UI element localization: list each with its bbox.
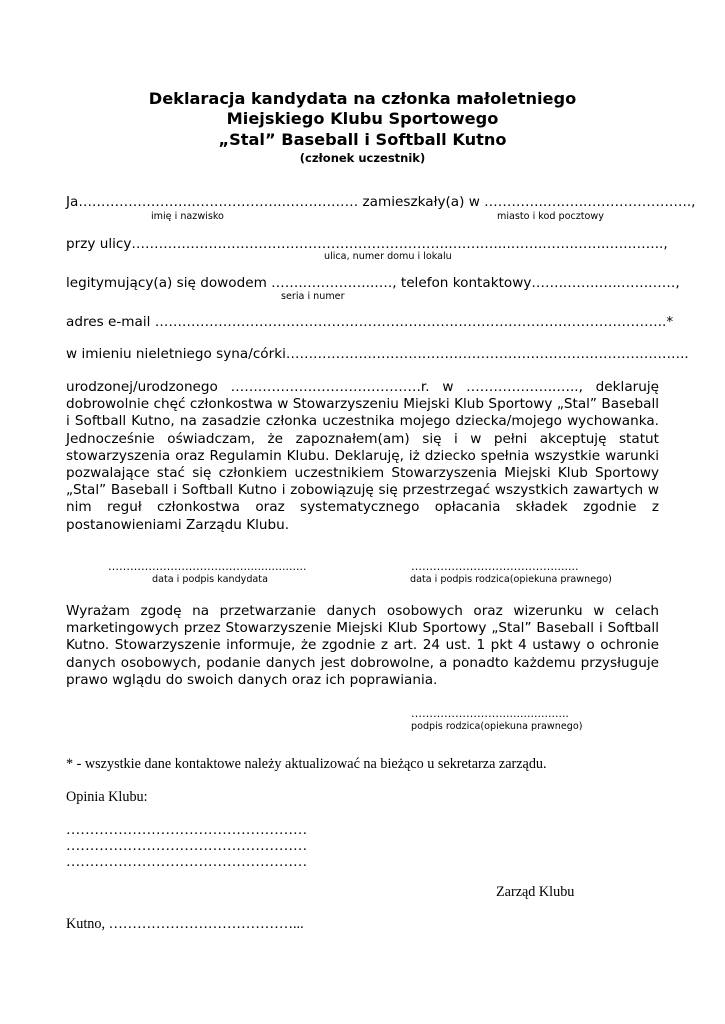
- name-address-line[interactable]: Ja……………………..………………..…….……… zamieszkały(a) w …………..….…..…………………..,: [66, 194, 696, 210]
- opinion-line-3[interactable]: ……………………………………………: [66, 854, 308, 870]
- city-date-line[interactable]: Kutno, …………………………………...: [66, 916, 304, 932]
- opinion-line-1[interactable]: ……………………………………………: [66, 822, 308, 838]
- email-line[interactable]: adres e-mail …………………………………………………………………………………………………..*: [66, 314, 674, 330]
- candidate-signature-line[interactable]: ………………………….……..................: [108, 560, 307, 573]
- document-title-line3: „Stal” Baseball i Softball Kutno: [218, 130, 507, 149]
- document-subtitle: (członek uczestnik): [299, 151, 426, 165]
- city-caption: miasto i kod pocztowy: [497, 211, 604, 222]
- opinion-line-2[interactable]: ……………………………………………: [66, 838, 308, 854]
- declaration-paragraph: urodzonej/urodzonego ……………………………………r. w ………………..….., deklaruję dobrowolnie chęć członkostwa w Stowarzyszeniu Miejski Klub Sportowy „Stal” Baseball i Softball Kutno, na zasadzie członka uczestnika mojego dziecka/mojego wychowanka. Jednocześnie oświadczam, że zapoznałem(am) się i w pełni akceptuję statut stowarzyszenia oraz Regulamin Klubu. Deklaruję, iż dziecko spełnia wszystkie warunki pozwalające stać się członkiem uczestnikiem Stowarzyszenia Miejski Klub Sportowy „Stal” Baseball i Softball Kutno i zobowiązuję się przestrzegać wszystkich zawartych w nim reguł członkostwa oraz systematycznego opłacania składek zgodnie z postanowieniami Zarządu Klubu.: [66, 379, 659, 533]
- child-name-line[interactable]: w imieniu nieletniego syna/córki……………………………………………………………………………..: [66, 346, 689, 362]
- name-caption: imię i nazwisko: [151, 211, 224, 222]
- street-caption: ulica, numer domu i lokalu: [324, 251, 452, 262]
- id-caption: seria i numer: [281, 291, 345, 302]
- street-line[interactable]: przy ulicy……………………………………………………………..…….…...…….…….……..….……..,: [66, 236, 668, 252]
- consent-signature-line[interactable]: ……………………....................: [411, 707, 569, 720]
- club-opinion-label: Opinia Klubu:: [66, 789, 148, 805]
- parent-signature-caption: data i podpis rodzica(opiekuna prawnego): [410, 574, 612, 585]
- board-signature-label: Zarząd Klubu: [496, 884, 575, 900]
- candidate-signature-caption: data i podpis kandydata: [152, 574, 268, 585]
- id-phone-line[interactable]: legitymujący(a) się dowodem …….….…….…..…., telefon kontaktowy……..…….…..…………,: [66, 275, 680, 291]
- contact-update-note: * - wszystkie dane kontaktowe należy aktualizować na bieżąco u sekretarza zarządu.: [66, 756, 547, 772]
- consent-signature-caption: podpis rodzica(opiekuna prawnego): [411, 721, 583, 732]
- document-title-line2: Miejskiego Klubu Sportowego: [226, 109, 499, 128]
- parent-signature-line[interactable]: ………………………………….......: [411, 560, 579, 573]
- consent-paragraph: Wyrażam zgodę na przetwarzanie danych osobowych oraz wizerunku w celach marketingowych przez Stowarzyszenie Miejski Klub Sportowy „Stal” Baseball i Softball Kutno. Stowarzyszenie informuje, że zgodnie z art. 24 ust. 1 pkt 4 ustawy o ochronie danych osobowych, podanie danych jest dobrowolne, a ponadto każdemu przysługuje prawo wglądu do swoich danych oraz ich poprawiania.: [66, 603, 659, 688]
- document-title-line1: Deklaracja kandydata na członka małoletniego: [148, 89, 577, 108]
